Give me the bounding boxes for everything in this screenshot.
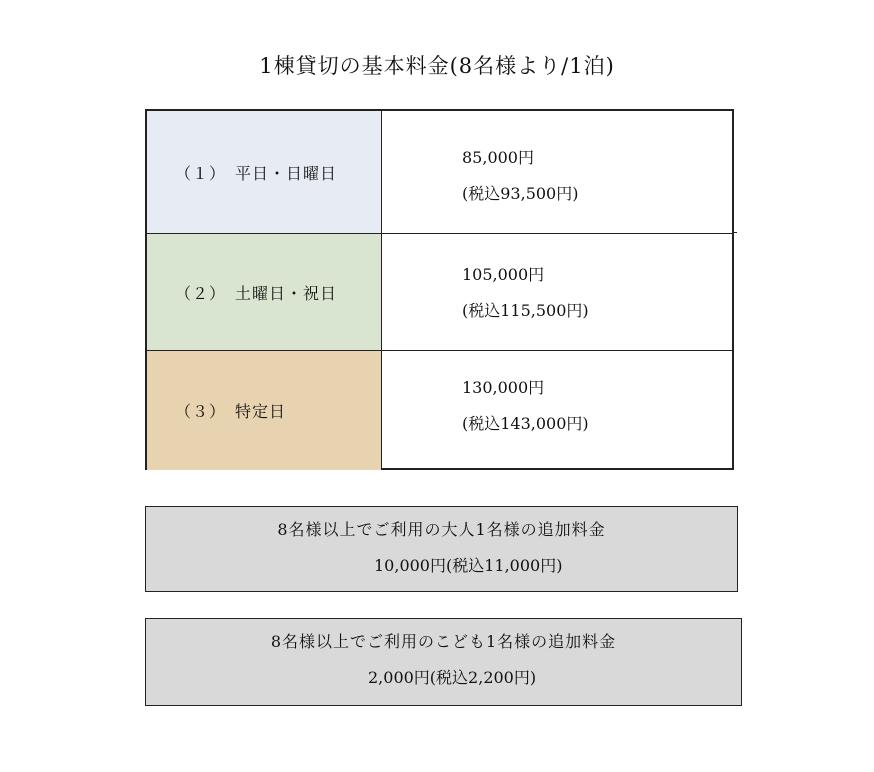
saturday-holiday-label: （２） 土曜日・祝日 [147,234,382,350]
adult-additional-fee-box [145,506,738,592]
special-day-label: （３） 特定日 [147,351,382,470]
child-additional-fee-box [145,618,742,706]
special-day-tax-included: (税込143,000円) [462,414,589,433]
table-row [147,350,732,470]
special-day-price-cell [382,351,732,470]
saturday-holiday-price: 105,000円 [462,265,545,284]
weekday-tax-included: (税込93,500円) [462,184,579,203]
weekday-label: （１） 平日・日曜日 [147,111,382,234]
adult-fee-amount: 10,000円(税込11,000円) [374,556,563,575]
table-row [147,111,732,234]
weekday-price-cell [382,111,732,234]
child-fee-amount: 2,000円(税込2,200円) [368,668,537,687]
weekday-price: 85,000円 [462,148,534,167]
child-fee-heading: 8名様以上でご利用のこども1名様の追加料金 [270,632,617,651]
special-day-price: 130,000円 [462,378,545,397]
saturday-holiday-price-cell [382,234,732,350]
table-row [147,233,732,350]
adult-fee-heading: 8名様以上でご利用の大人1名様の追加料金 [277,520,606,539]
price-table [145,109,734,470]
page-title: 1棟貸切の基本料金(8名様より/1泊) [259,54,615,78]
saturday-holiday-tax-included: (税込115,500円) [462,301,589,320]
table-divider-stub [733,232,737,233]
